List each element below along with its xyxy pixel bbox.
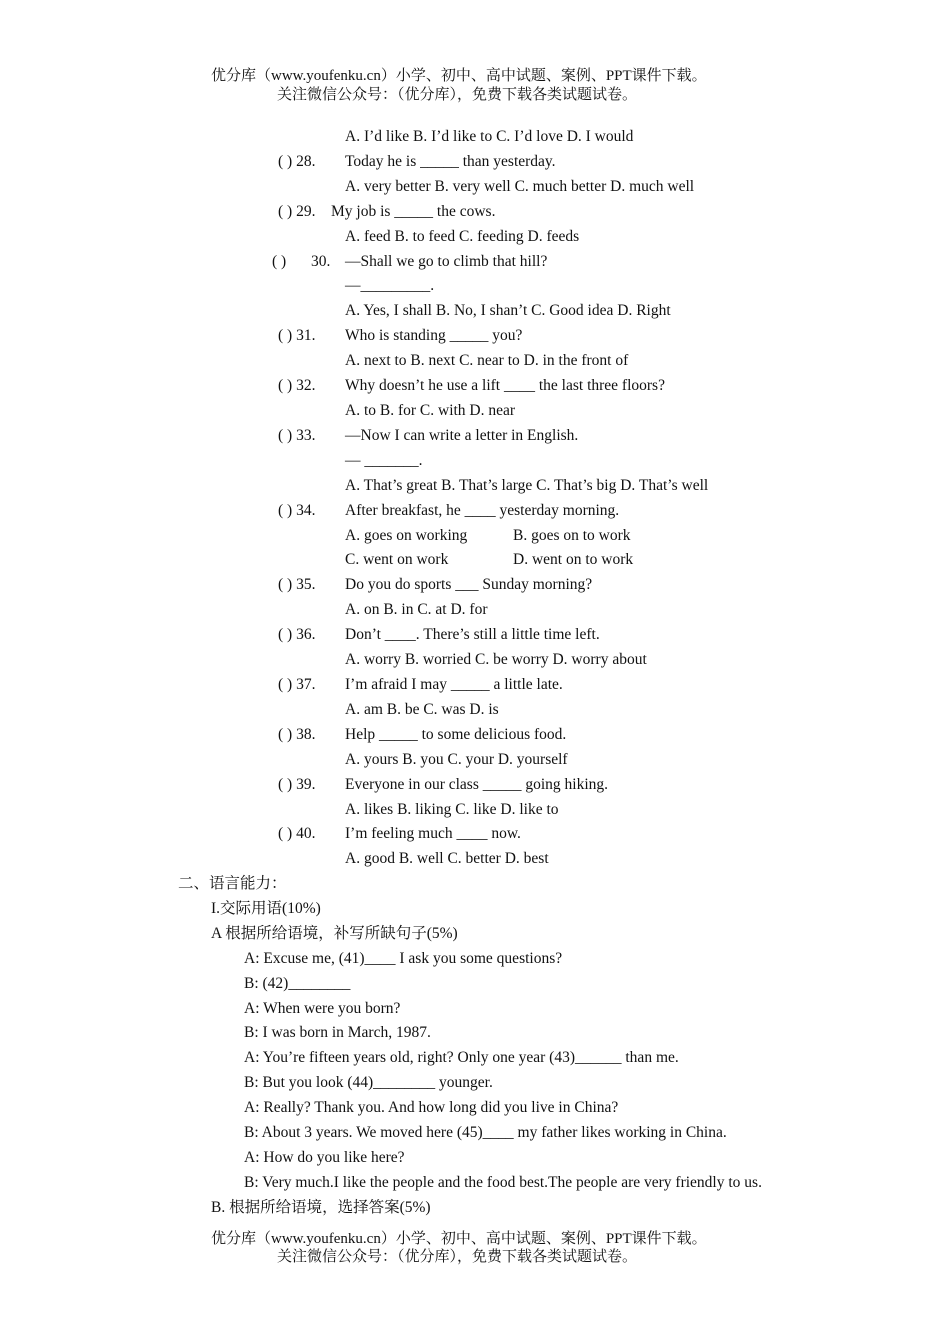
q38-options: A. yours B. you C. your D. yourself [345, 751, 568, 768]
dialogue-line: A: Excuse me, (41)____ I ask you some questions? [244, 950, 563, 967]
q40-text: I’m feeling much ____ now. [345, 825, 521, 842]
q30-text: —Shall we go to climb that hill? [345, 253, 548, 270]
q34-option-b: B. goes on to work [513, 527, 631, 544]
dialogue-line: A: How do you like here? [244, 1149, 405, 1166]
q29-options: A. feed B. to feed C. feeding D. feeds [345, 228, 580, 245]
q36-options: A. worry B. worried C. be worry D. worry about [345, 651, 647, 668]
q40-options: A. good B. well C. better D. best [345, 850, 549, 867]
section-2-part-a: A 根据所给语境，补写所缺句子(5%) [211, 925, 458, 942]
q28-number: ( ) 28. [278, 153, 316, 170]
dialogue-line: B: (42)________ [244, 975, 351, 992]
dialogue-line: A: When were you born? [244, 1000, 401, 1017]
q33-number: ( ) 33. [278, 427, 316, 444]
dialogue-line: B: About 3 years. We moved here (45)____ my father likes working in China. [244, 1124, 727, 1141]
q34-option-c: C. went on work [345, 551, 449, 568]
dialogue-line: B: I was born in March, 1987. [244, 1024, 431, 1041]
header-line-1: 优分库（www.youfenku.cn）小学、初中、高中试题、案例、PPT课件下载。 [211, 68, 707, 84]
q40-number: ( ) 40. [278, 825, 316, 842]
q32-options: A. to B. for C. with D. near [345, 402, 516, 419]
q31-options: A. next to B. next C. near to D. in the front of [345, 352, 629, 369]
q39-text: Everyone in our class _____ going hiking. [345, 776, 609, 793]
q33-response: — _______. [345, 452, 423, 469]
q38-number: ( ) 38. [278, 726, 316, 743]
q27-options: A. I’d like B. I’d like to C. I’d love D. I would [345, 128, 634, 145]
q35-number: ( ) 35. [278, 576, 316, 593]
q28-text: Today he is _____ than yesterday. [345, 153, 556, 170]
q33-text: —Now I can write a letter in English. [345, 427, 579, 444]
q29-number: ( ) 29. [278, 203, 316, 220]
q32-number: ( ) 32. [278, 377, 316, 394]
q31-number: ( ) 31. [278, 327, 316, 344]
dialogue-line: B: Very much.I like the people and the food best.The people are very friendly to us. [244, 1174, 762, 1191]
q35-text: Do you do sports ___ Sunday morning? [345, 576, 593, 593]
q31-text: Who is standing _____ you? [345, 327, 523, 344]
q33-options: A. That’s great B. That’s large C. That’s big D. That’s well [345, 477, 709, 494]
q34-number: ( ) 34. [278, 502, 316, 519]
q36-number: ( ) 36. [278, 626, 316, 643]
q30-number: 30. [311, 253, 331, 270]
q30-bracket: ( ) [272, 253, 287, 270]
q34-text: After breakfast, he ____ yesterday morning. [345, 502, 620, 519]
q34-option-d: D. went on to work [513, 551, 634, 568]
dialogue-line: A: Really? Thank you. And how long did you live in China? [244, 1099, 619, 1116]
q30-response: —_________. [345, 277, 435, 294]
section-2-title: 二、语言能力： [178, 875, 287, 892]
q39-options: A. likes B. liking C. like D. like to [345, 801, 559, 818]
q39-number: ( ) 39. [278, 776, 316, 793]
q37-options: A. am B. be C. was D. is [345, 701, 499, 718]
q38-text: Help _____ to some delicious food. [345, 726, 567, 743]
q28-options: A. very better B. very well C. much better D. much well [345, 178, 695, 195]
q34-option-a: A. goes on working [345, 527, 468, 544]
header-line-2: 关注微信公众号：（优分库），免费下载各类试题试卷。 [277, 87, 638, 103]
q32-text: Why doesn’t he use a lift ____ the last three floors? [345, 377, 665, 394]
footer-line-1: 优分库（www.youfenku.cn）小学、初中、高中试题、案例、PPT课件下载。 [211, 1231, 707, 1247]
q30-options: A. Yes, I shall B. No, I shan’t C. Good idea D. Right [345, 302, 671, 319]
q37-number: ( ) 37. [278, 676, 316, 693]
q35-options: A. on B. in C. at D. for [345, 601, 488, 618]
q29-text: My job is _____ the cows. [331, 203, 496, 220]
footer-line-2: 关注微信公众号：（优分库），免费下载各类试题试卷。 [277, 1249, 638, 1265]
dialogue-line: A: You’re fifteen years old, right? Only one year (43)______ than me. [244, 1049, 679, 1066]
section-2-part-1: I.交际用语(10%) [211, 900, 321, 917]
dialogue-line: B: But you look (44)________ younger. [244, 1074, 493, 1091]
q36-text: Don’t ____. There’s still a little time left. [345, 626, 600, 643]
section-2-part-b: B. 根据所给语境，选择答案(5%) [211, 1199, 431, 1216]
q37-text: I’m afraid I may _____ a little late. [345, 676, 563, 693]
